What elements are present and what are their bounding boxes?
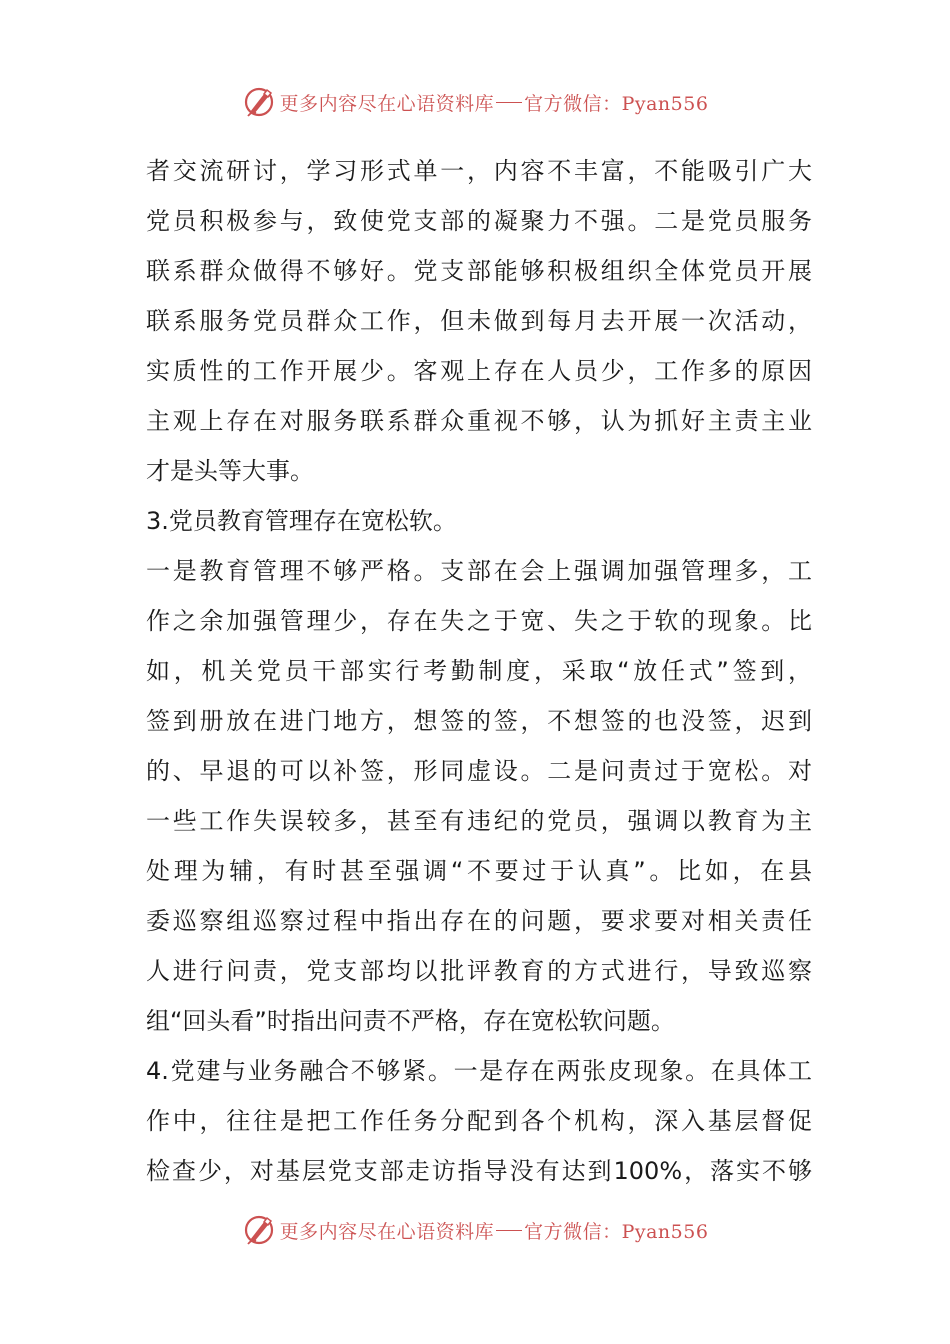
text-line: 才是头等大事。 [146,457,314,485]
text-line: 如，机关党员干部实行考勤制度，采取“放任式”签到， [146,657,812,685]
pen-logo-icon [242,1213,276,1247]
header-suffix: 官方微信：Pyan556 [524,92,709,115]
header-banner [0,82,950,122]
text-line: 的、早退的可以补签，形同虚设。二是问责过于宽松。对 [146,757,812,785]
text-line: 一些工作失误较多，甚至有违纪的党员，强调以教育为主 [146,807,812,835]
text-line: 检查少，对基层党支部走访指导没有达到100%，落实不够 [146,1157,812,1185]
text-line: 党员积极参与，致使党支部的凝聚力不强。二是党员服务 [146,207,812,235]
text-line: 一是教育管理不够严格。支部在会上强调加强管理多，工 [146,557,812,585]
text-line: 人进行问责，党支部均以批评教育的方式进行，导致巡察 [146,957,812,985]
text-line: 作之余加强管理少，存在失之于宽、失之于软的现象。比 [146,607,812,635]
footer-banner [0,1210,950,1250]
text-line: 委巡察组巡察过程中指出存在的问题，要求要对相关责任 [146,907,812,935]
text-line: 主观上存在对服务联系群众重视不够，认为抓好主责主业 [146,407,812,435]
text-line: 签到册放在进门地方，想签的签，不想签的也没签，迟到 [146,707,812,735]
text-line: 组“回头看”时指出问责不严格，存在宽松软问题。 [146,1007,675,1035]
header-dash [496,102,522,103]
text-line: 处理为辅，有时甚至强调“不要过于认真”。比如，在县 [146,857,812,885]
header-text: 更多内容尽在心语资料库 [279,92,495,115]
footer-text: 更多内容尽在心语资料库 [279,1220,495,1243]
section-heading: 3.党员教育管理存在宽松软。 [146,507,457,535]
text-line: 者交流研讨，学习形式单一，内容不丰富，不能吸引广大 [146,157,812,185]
text-line: 作中，往往是把工作任务分配到各个机构，深入基层督促 [146,1107,812,1135]
text-line: 实质性的工作开展少。客观上存在人员少，工作多的原因 [146,357,812,385]
section-heading: 4.党建与业务融合不够紧。一是存在两张皮现象。在具体工 [146,1057,812,1085]
text-line: 联系群众做得不够好。党支部能够积极组织全体党员开展 [146,257,812,285]
footer-dash [496,1230,522,1231]
text-line: 联系服务党员群众工作，但未做到每月去开展一次活动， [146,307,812,335]
pen-logo-icon [242,85,276,119]
footer-suffix: 官方微信：Pyan556 [524,1220,709,1243]
document-body [146,146,812,1196]
